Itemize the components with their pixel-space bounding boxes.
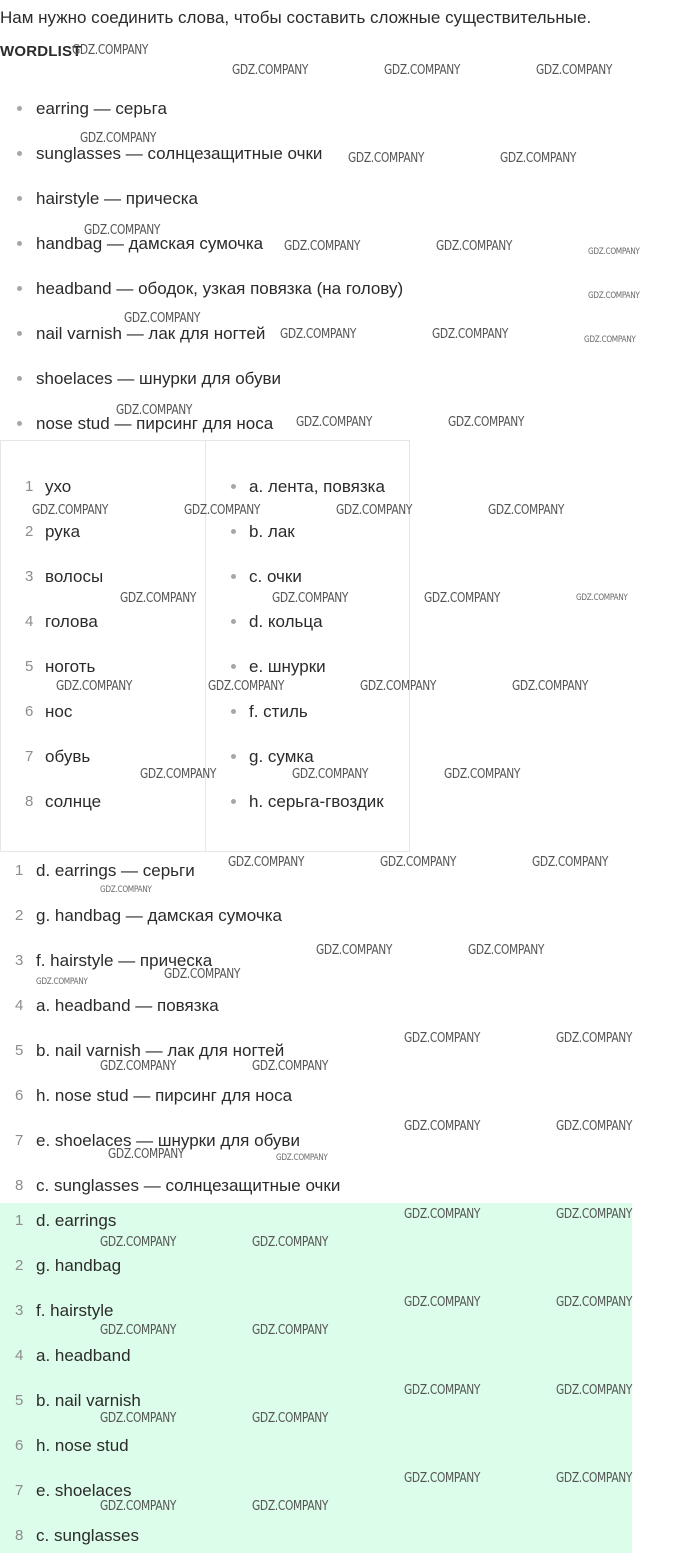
watermark: GDZ.COMPANY [276, 1153, 328, 1163]
answer-item [0, 848, 680, 893]
answer-item [0, 893, 680, 938]
watermark: GDZ.COMPANY [432, 327, 509, 342]
item-number: 2 [15, 907, 24, 924]
answer-item [0, 983, 680, 1028]
watermark: GDZ.COMPANY [424, 591, 501, 606]
wordlist-item: nail varnish — лак для ногтей [0, 311, 680, 356]
watermark: GDZ.COMPANY [272, 591, 349, 606]
watermark: GDZ.COMPANY [360, 679, 437, 694]
watermark: GDZ.COMPANY [140, 767, 217, 782]
watermark: GDZ.COMPANY [436, 239, 513, 254]
matching-right-item: d. кольца [205, 599, 410, 644]
matching-right-item: h. серьга-гвоздик [205, 779, 410, 824]
item-number: 4 [15, 997, 24, 1014]
matching-left-item [1, 464, 205, 509]
watermark: GDZ.COMPANY [284, 239, 361, 254]
matching-left-column [1, 441, 206, 851]
item-text: b. nail varnish — лак для ногтей [36, 1041, 285, 1060]
item-text: d. earrings [36, 1211, 117, 1230]
item-number: 6 [15, 1437, 24, 1454]
watermark: GDZ.COMPANY [100, 1411, 177, 1426]
matching-left-item [1, 599, 205, 644]
watermark: GDZ.COMPANY [120, 591, 197, 606]
item-text: f. hairstyle [36, 1301, 114, 1320]
watermark: GDZ.COMPANY [72, 43, 149, 58]
matching-left-item [1, 779, 205, 824]
watermark: GDZ.COMPANY [404, 1119, 481, 1134]
watermark: GDZ.COMPANY [100, 1323, 177, 1338]
wordlist-item: nose stud — пирсинг для носа [0, 401, 680, 446]
answer-item [0, 1243, 632, 1288]
watermark: GDZ.COMPANY [404, 1031, 481, 1046]
wordlist-item: headband — ободок, узкая повязка (на голову) [0, 266, 680, 311]
item-text: волосы [45, 567, 104, 586]
item-number: 1 [15, 1212, 24, 1229]
watermark: GDZ.COMPANY [252, 1323, 329, 1338]
watermark: GDZ.COMPANY [252, 1235, 329, 1250]
item-number: 4 [15, 1347, 24, 1364]
watermark: GDZ.COMPANY [584, 335, 636, 345]
watermark: GDZ.COMPANY [336, 503, 413, 518]
answers-short-list [0, 1198, 632, 1558]
wordlist-item: earring — серьга [0, 86, 680, 131]
item-text: a. headband — повязка [36, 996, 219, 1015]
item-number: 7 [15, 1132, 24, 1149]
item-number: 2 [15, 1257, 24, 1274]
watermark: GDZ.COMPANY [228, 855, 305, 870]
item-text: h. nose stud — пирсинг для носа [36, 1086, 293, 1105]
item-text: a. headband [36, 1346, 131, 1365]
watermark: GDZ.COMPANY [84, 223, 161, 238]
watermark: GDZ.COMPANY [488, 503, 565, 518]
matching-right-item: e. шнурки [205, 644, 410, 689]
watermark: GDZ.COMPANY [448, 415, 525, 430]
watermark: GDZ.COMPANY [252, 1059, 329, 1074]
watermark: GDZ.COMPANY [32, 503, 109, 518]
answer-item [0, 1073, 680, 1118]
matching-right-item: a. лента, повязка [205, 464, 410, 509]
matching-left-item [1, 734, 205, 779]
watermark: GDZ.COMPANY [380, 855, 457, 870]
watermark: GDZ.COMPANY [348, 151, 425, 166]
matching-right-item: c. очки [205, 554, 410, 599]
watermark: GDZ.COMPANY [536, 63, 613, 78]
wordlist [0, 86, 680, 446]
item-number: 3 [25, 568, 34, 585]
answer-item [0, 1468, 632, 1513]
item-number: 6 [25, 703, 34, 720]
answer-item [0, 1028, 680, 1073]
watermark: GDZ.COMPANY [296, 415, 373, 430]
watermark: GDZ.COMPANY [556, 1383, 633, 1398]
item-number: 4 [25, 613, 34, 630]
item-text: рука [45, 522, 81, 541]
item-number: 1 [15, 862, 24, 879]
watermark: GDZ.COMPANY [404, 1295, 481, 1310]
wordlist-title: WORDLIST [0, 43, 82, 60]
watermark: GDZ.COMPANY [556, 1119, 633, 1134]
watermark: GDZ.COMPANY [588, 247, 640, 257]
watermark: GDZ.COMPANY [184, 503, 261, 518]
item-text: c. sunglasses [36, 1526, 139, 1545]
watermark: GDZ.COMPANY [512, 679, 589, 694]
item-text: солнце [45, 792, 102, 811]
matching-right-item: b. лак [205, 509, 410, 554]
item-text: ухо [45, 477, 72, 496]
watermark: GDZ.COMPANY [252, 1499, 329, 1514]
item-number: 8 [25, 793, 34, 810]
item-number: 7 [25, 748, 34, 765]
watermark: GDZ.COMPANY [36, 977, 88, 987]
item-number: 1 [25, 478, 34, 495]
item-text: b. nail varnish [36, 1391, 141, 1410]
watermark: GDZ.COMPANY [468, 943, 545, 958]
answer-item [0, 1423, 632, 1468]
watermark: GDZ.COMPANY [100, 885, 152, 895]
item-text: f. hairstyle — прическа [36, 951, 213, 970]
answer-item [0, 1513, 632, 1558]
watermark: GDZ.COMPANY [280, 327, 357, 342]
watermark: GDZ.COMPANY [80, 131, 157, 146]
watermark: GDZ.COMPANY [444, 767, 521, 782]
item-text: g. handbag — дамская сумочка [36, 906, 282, 925]
item-text: c. sunglasses — солнцезащитные очки [36, 1176, 341, 1195]
watermark: GDZ.COMPANY [404, 1207, 481, 1222]
item-number: 3 [15, 1302, 24, 1319]
item-number: 5 [25, 658, 34, 675]
watermark: GDZ.COMPANY [384, 63, 461, 78]
wordlist-item: shoelaces — шнурки для обуви [0, 356, 680, 401]
watermark: GDZ.COMPANY [556, 1471, 633, 1486]
matching-left-item [1, 554, 205, 599]
watermark: GDZ.COMPANY [164, 967, 241, 982]
answer-item [0, 1333, 632, 1378]
watermark: GDZ.COMPANY [208, 679, 285, 694]
watermark: GDZ.COMPANY [108, 1147, 185, 1162]
item-number: 3 [15, 952, 24, 969]
watermark: GDZ.COMPANY [292, 767, 369, 782]
matching-right-item: f. стиль [205, 689, 410, 734]
answer-item [0, 1198, 632, 1243]
item-number: 7 [15, 1482, 24, 1499]
watermark: GDZ.COMPANY [316, 943, 393, 958]
matching-left-item [1, 644, 205, 689]
answer-item [0, 1378, 632, 1423]
wordlist-item: hairstyle — прическа [0, 176, 680, 221]
watermark: GDZ.COMPANY [576, 593, 628, 603]
watermark: GDZ.COMPANY [500, 151, 577, 166]
matching-left-item [1, 689, 205, 734]
item-text: h. nose stud [36, 1436, 129, 1455]
item-text: нос [45, 702, 73, 721]
item-number: 6 [15, 1087, 24, 1104]
watermark: GDZ.COMPANY [252, 1411, 329, 1426]
watermark: GDZ.COMPANY [56, 679, 133, 694]
answer-item [0, 1118, 680, 1163]
wordlist-item: sunglasses — солнцезащитные очки [0, 131, 680, 176]
watermark: GDZ.COMPANY [116, 403, 193, 418]
answer-item [0, 1288, 632, 1333]
matching-right-item: g. сумка [205, 734, 410, 779]
watermark: GDZ.COMPANY [100, 1235, 177, 1250]
matching-left-item [1, 509, 205, 554]
item-text: d. earrings — серьги [36, 861, 195, 880]
watermark: GDZ.COMPANY [556, 1207, 633, 1222]
watermark: GDZ.COMPANY [100, 1499, 177, 1514]
item-text: обувь [45, 747, 91, 766]
item-text: g. handbag [36, 1256, 122, 1275]
intro-text: Нам нужно соединить слова, чтобы составить сложные существительные. [0, 8, 592, 27]
item-number: 5 [15, 1392, 24, 1409]
item-text: e. shoelaces — шнурки для обуви [36, 1131, 300, 1150]
watermark: GDZ.COMPANY [532, 855, 609, 870]
watermark: GDZ.COMPANY [232, 63, 309, 78]
answers-full-list [0, 848, 680, 1208]
matching-right-column [205, 441, 413, 851]
item-number: 8 [15, 1177, 24, 1194]
watermark: GDZ.COMPANY [124, 311, 201, 326]
item-number: 2 [25, 523, 34, 540]
watermark: GDZ.COMPANY [100, 1059, 177, 1074]
item-text: ноготь [45, 657, 96, 676]
item-text: голова [45, 612, 98, 631]
watermark: GDZ.COMPANY [588, 291, 640, 301]
watermark: GDZ.COMPANY [556, 1295, 633, 1310]
item-number: 5 [15, 1042, 24, 1059]
watermark: GDZ.COMPANY [404, 1383, 481, 1398]
watermark: GDZ.COMPANY [404, 1471, 481, 1486]
matching-table [0, 440, 413, 852]
item-number: 8 [15, 1527, 24, 1544]
answer-item [0, 938, 680, 983]
wordlist-item: handbag — дамская сумочка [0, 221, 680, 266]
item-text: e. shoelaces [36, 1481, 132, 1500]
watermark: GDZ.COMPANY [556, 1031, 633, 1046]
